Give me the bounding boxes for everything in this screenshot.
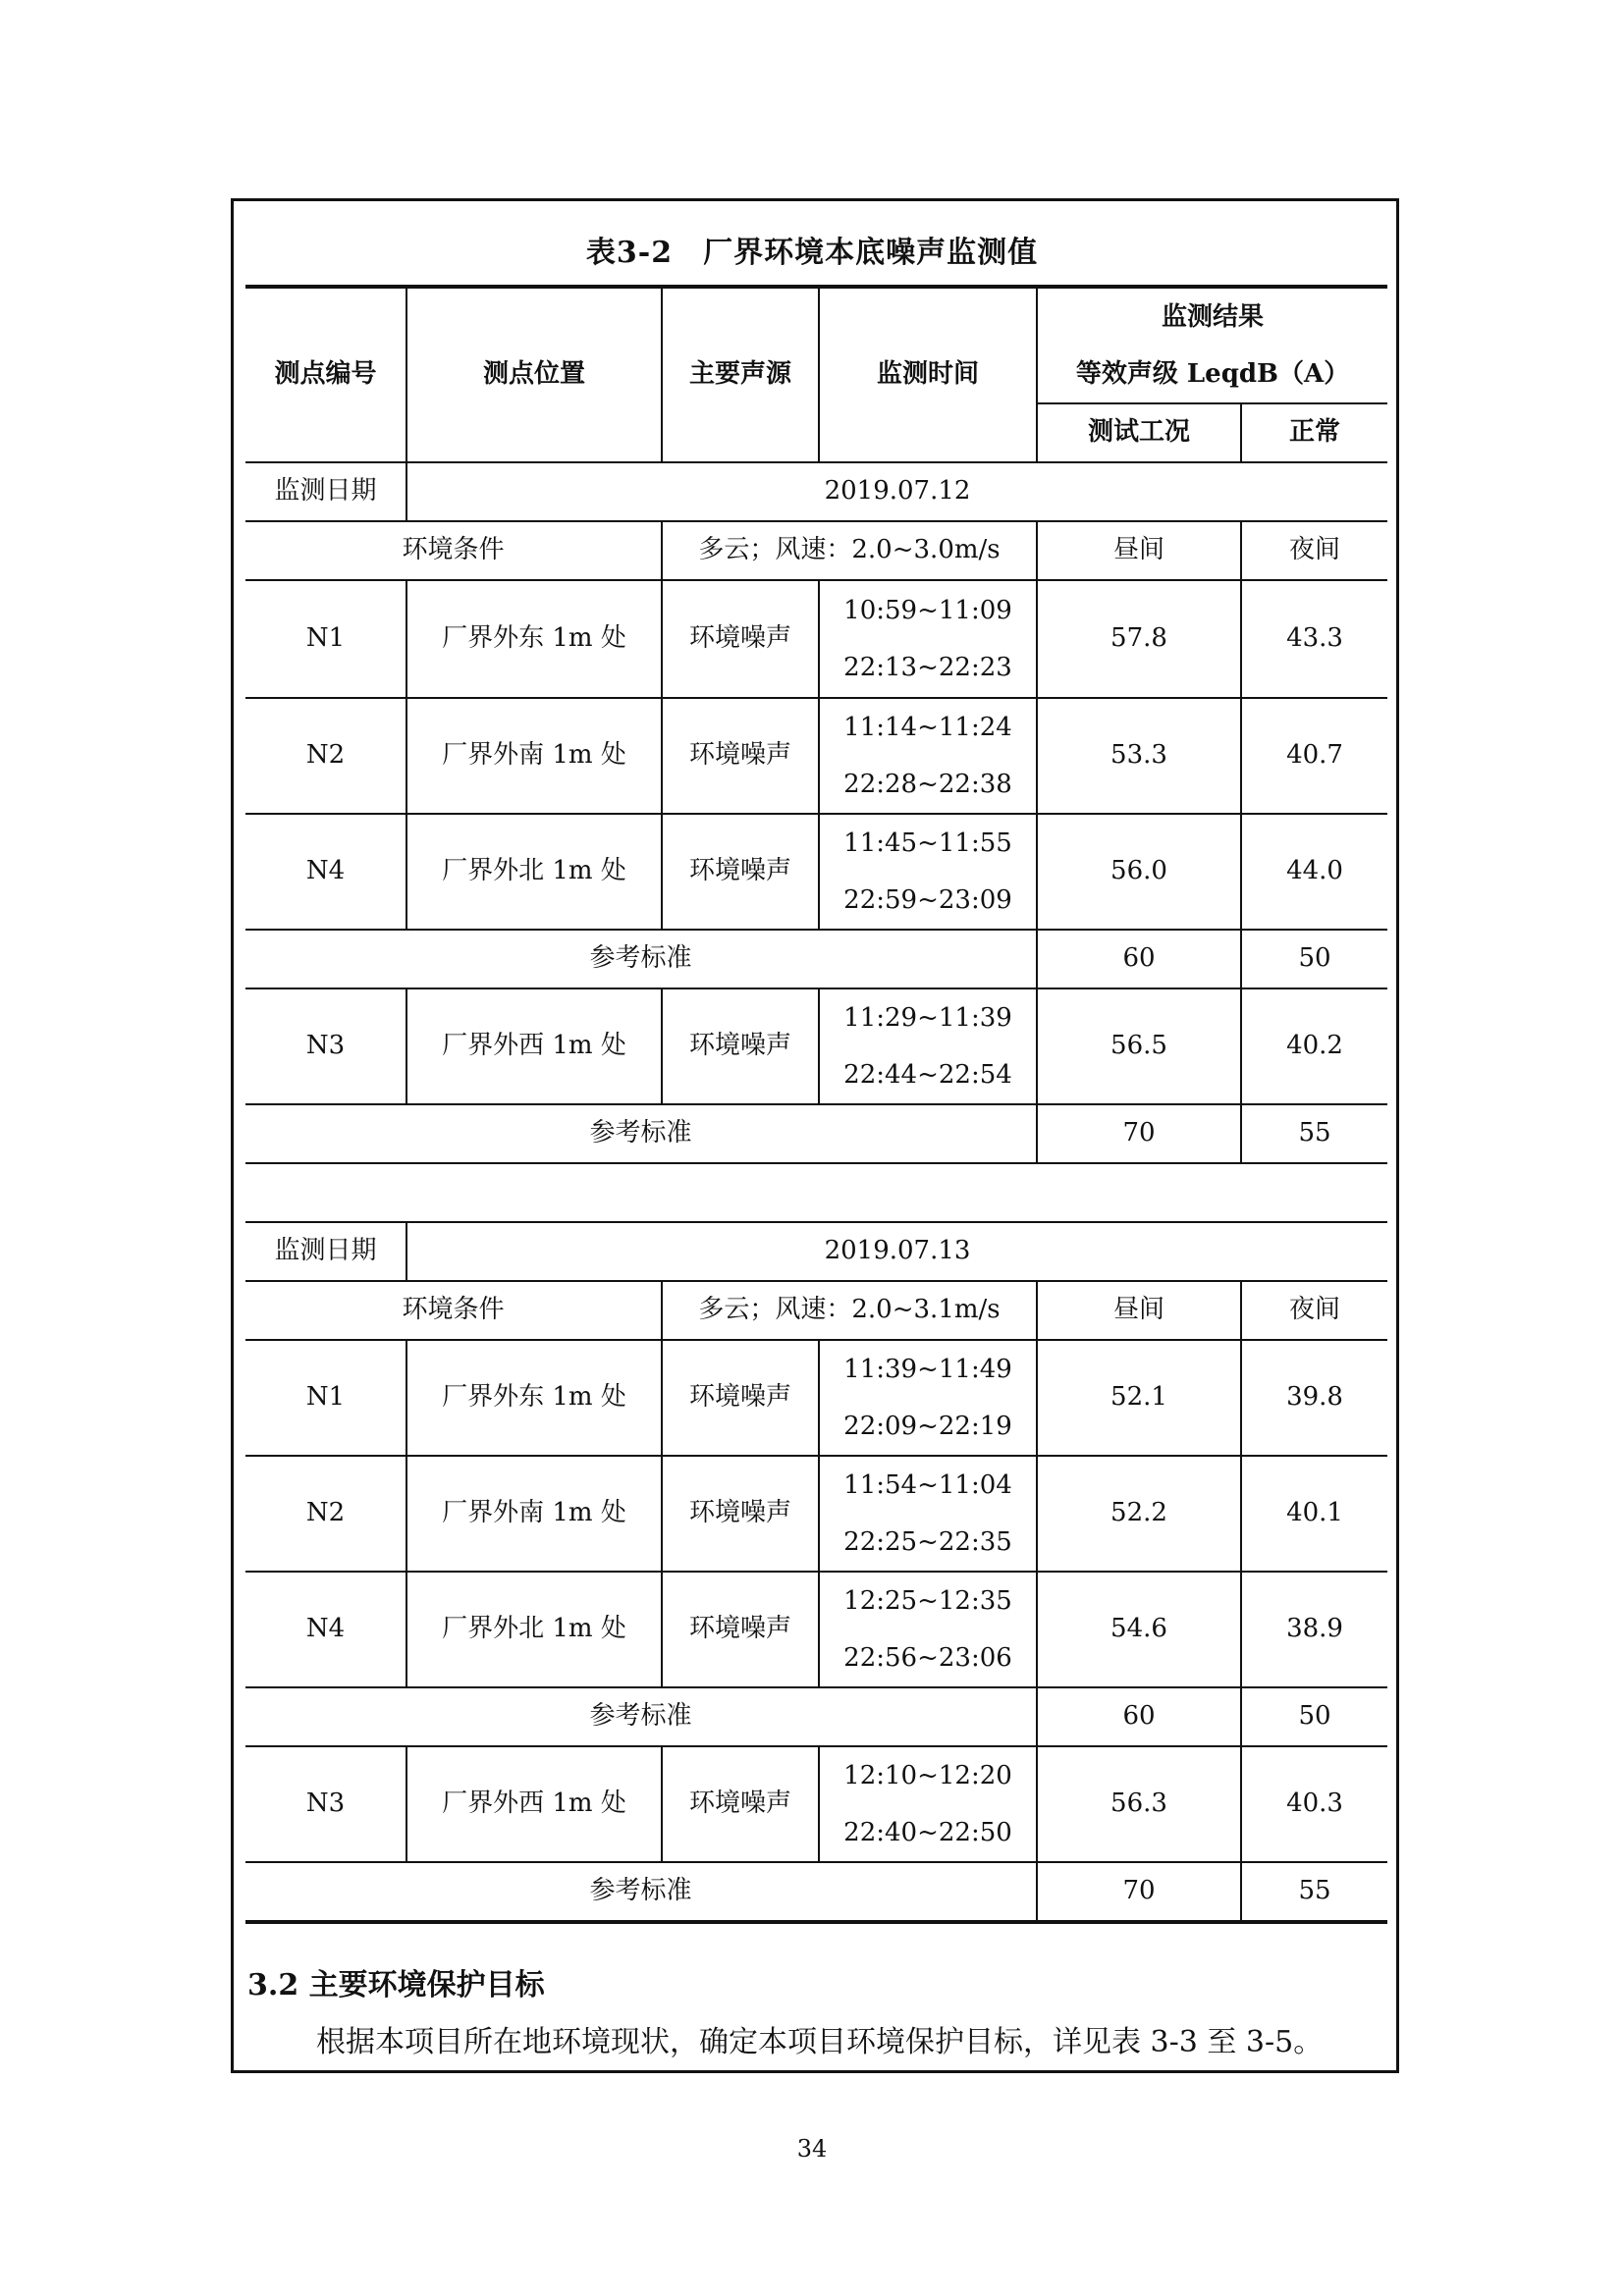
time-day: 12:25~12:35 [843,1586,1012,1616]
point-id: N1 [245,580,406,698]
night-value: 44.0 [1241,814,1387,930]
day-value: 56.5 [1037,988,1241,1104]
monitor-time [819,1572,1037,1687]
section-heading: 3.2 主要环境保护目标 [247,1968,545,2002]
time-night: 22:40~22:50 [843,1818,1012,1847]
header-main-source: 主要声源 [662,287,819,462]
day-label: 昼间 [1037,1281,1241,1340]
main-source: 环境噪声 [662,1746,819,1862]
day-value: 56.3 [1037,1746,1241,1862]
point-location: 厂界外北 1m 处 [406,1572,662,1687]
point-location: 厂界外南 1m 处 [406,1456,662,1572]
env-label: 环境条件 [245,1281,662,1340]
point-id: N1 [245,1340,406,1456]
reference-row [245,930,1387,988]
main-source: 环境噪声 [662,580,819,698]
day-value: 52.2 [1037,1456,1241,1572]
point-location: 厂界外北 1m 处 [406,814,662,930]
date-row [245,462,1387,521]
header-result-line2: 等效声级 LeqdB（A） [1075,359,1350,389]
spacer-cell [245,1163,1387,1222]
day-value: 53.3 [1037,698,1241,814]
time-day: 11:14~11:24 [843,713,1012,742]
header-test-condition: 测试工况 [1037,403,1241,462]
point-id: N3 [245,1746,406,1862]
date-row [245,1222,1387,1281]
main-source: 环境噪声 [662,1340,819,1456]
main-source: 环境噪声 [662,814,819,930]
time-day: 10:59~11:09 [843,596,1012,625]
env-label: 环境条件 [245,521,662,580]
reference-label: 参考标准 [245,930,1037,988]
header-result [1037,287,1387,403]
table-row [245,988,1387,1104]
monitor-time [819,988,1037,1104]
date-value: 2019.07.12 [406,462,1387,521]
day-value: 54.6 [1037,1572,1241,1687]
main-source: 环境噪声 [662,1572,819,1687]
time-night: 22:09~22:19 [843,1412,1012,1441]
reference-row [245,1104,1387,1163]
main-source: 环境噪声 [662,1456,819,1572]
time-night: 22:59~23:09 [843,885,1012,915]
night-value: 38.9 [1241,1572,1387,1687]
time-night: 22:13~22:23 [843,653,1012,682]
table-row [245,1746,1387,1862]
night-label: 夜间 [1241,521,1387,580]
point-location: 厂界外东 1m 处 [406,1340,662,1456]
time-day: 12:10~12:20 [843,1761,1012,1790]
reference-label: 参考标准 [245,1687,1037,1746]
table-row [245,1572,1387,1687]
time-night: 22:56~23:06 [843,1643,1012,1673]
table-row [245,580,1387,698]
point-id: N3 [245,988,406,1104]
spacer-row [245,1163,1387,1222]
night-value: 40.7 [1241,698,1387,814]
reference-label: 参考标准 [245,1862,1037,1922]
point-location: 厂界外西 1m 处 [406,988,662,1104]
day-value: 52.1 [1037,1340,1241,1456]
reference-night: 50 [1241,930,1387,988]
table-row [245,698,1387,814]
reference-row [245,1862,1387,1922]
time-night: 22:25~22:35 [843,1527,1012,1557]
night-value: 40.3 [1241,1746,1387,1862]
time-night: 22:44~22:54 [843,1060,1012,1090]
time-day: 11:29~11:39 [843,1003,1012,1033]
header-monitor-time: 监测时间 [819,287,1037,462]
night-value: 39.8 [1241,1340,1387,1456]
time-day: 11:39~11:49 [843,1355,1012,1384]
time-night: 22:28~22:38 [843,770,1012,799]
noise-monitoring-table [245,285,1387,1924]
reference-label: 参考标准 [245,1104,1037,1163]
table-row [245,814,1387,930]
night-value: 43.3 [1241,580,1387,698]
reference-day: 70 [1037,1104,1241,1163]
monitor-time [819,580,1037,698]
monitor-time [819,1746,1037,1862]
night-value: 40.2 [1241,988,1387,1104]
reference-day: 70 [1037,1862,1241,1922]
header-result-line1: 监测结果 [1162,302,1265,332]
point-id: N2 [245,1456,406,1572]
day-value: 57.8 [1037,580,1241,698]
env-value: 多云；风速：2.0~3.1m/s [662,1281,1037,1340]
main-source: 环境噪声 [662,698,819,814]
point-id: N2 [245,698,406,814]
day-label: 昼间 [1037,521,1241,580]
monitor-time [819,1456,1037,1572]
date-label: 监测日期 [245,1222,406,1281]
time-day: 11:54~11:04 [843,1470,1012,1500]
section-paragraph: 根据本项目所在地环境现状，确定本项目环境保护目标，详见表 3-3 至 3-5。 [316,2025,1324,2059]
env-row [245,1281,1387,1340]
point-id: N4 [245,814,406,930]
reference-night: 50 [1241,1687,1387,1746]
main-source: 环境噪声 [662,988,819,1104]
point-location: 厂界外南 1m 处 [406,698,662,814]
monitor-time [819,814,1037,930]
env-value: 多云；风速：2.0~3.0m/s [662,521,1037,580]
point-location: 厂界外西 1m 处 [406,1746,662,1862]
night-value: 40.1 [1241,1456,1387,1572]
reference-day: 60 [1037,930,1241,988]
reference-row [245,1687,1387,1746]
monitor-time [819,1340,1037,1456]
header-point-id: 测点编号 [245,287,406,462]
night-label: 夜间 [1241,1281,1387,1340]
monitor-time [819,698,1037,814]
env-row [245,521,1387,580]
date-label: 监测日期 [245,462,406,521]
reference-night: 55 [1241,1862,1387,1922]
header-point-location: 测点位置 [406,287,662,462]
table-title: 表3-2 厂界环境本底噪声监测值 [585,236,1039,270]
page-number: 34 [796,2135,828,2163]
time-day: 11:45~11:55 [843,828,1012,858]
reference-day: 60 [1037,1687,1241,1746]
table-row [245,1340,1387,1456]
header-normal: 正常 [1241,403,1387,462]
table-row [245,1456,1387,1572]
day-value: 56.0 [1037,814,1241,930]
point-location: 厂界外东 1m 处 [406,580,662,698]
date-value: 2019.07.13 [406,1222,1387,1281]
point-id: N4 [245,1572,406,1687]
reference-night: 55 [1241,1104,1387,1163]
